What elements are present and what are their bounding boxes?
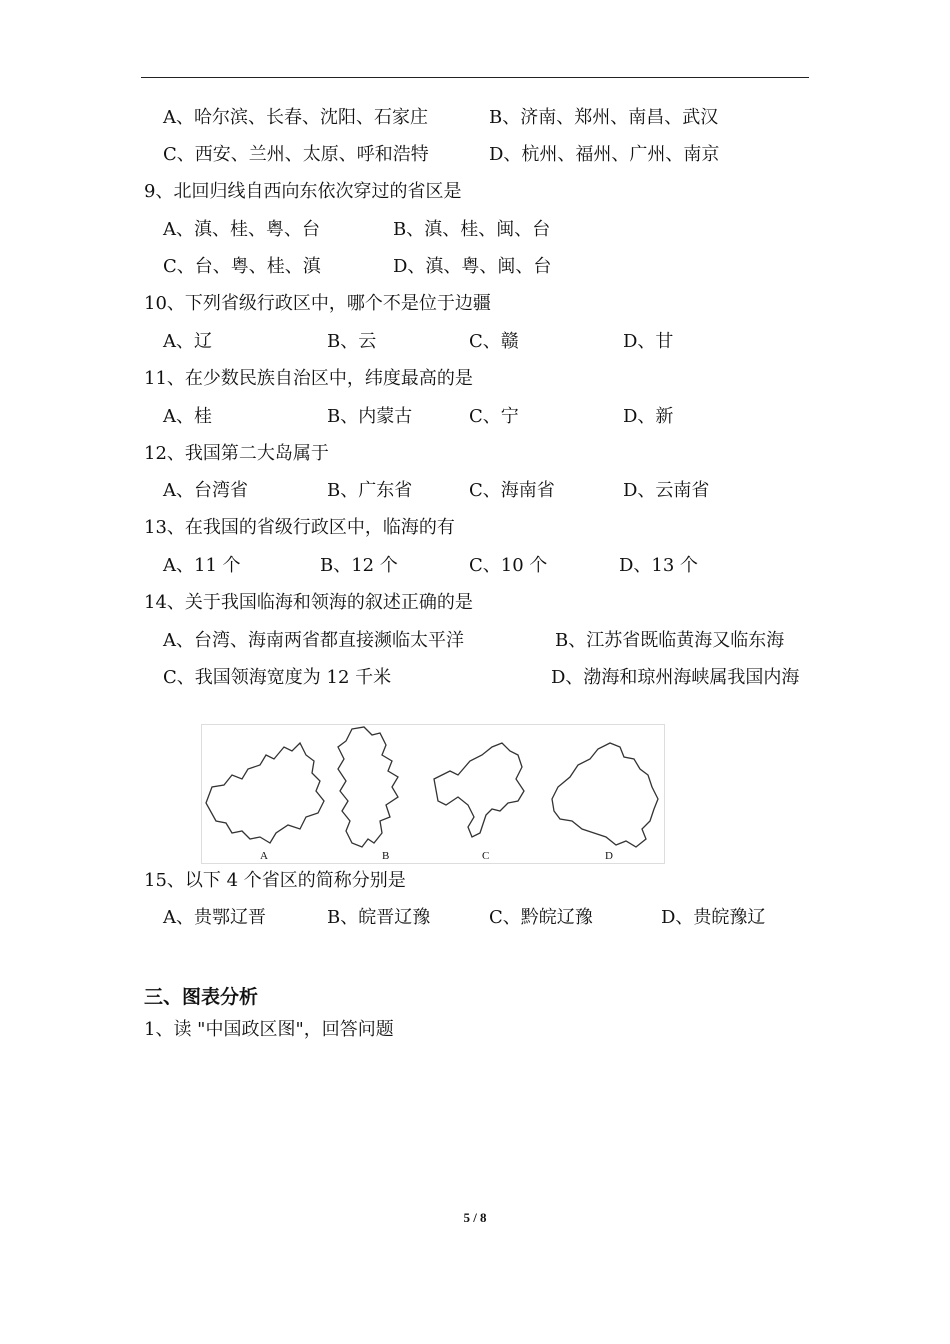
- q14-option-c: C、我国领海宽度为 12 千米: [163, 667, 392, 688]
- province-outline-c: [434, 743, 524, 837]
- q13-option-b: B、12 个: [320, 555, 398, 576]
- q9-option-c: C、台、粤、桂、滇: [163, 256, 321, 277]
- q8-option-a: A、哈尔滨、长春、沈阳、石家庄: [163, 107, 428, 128]
- province-outlines-figure: [201, 724, 665, 864]
- q10-option-a: A、辽: [163, 331, 212, 352]
- q13-option-d: D、13 个: [619, 555, 699, 576]
- q15-question: 15、以下 4 个省区的简称分别是: [144, 870, 406, 891]
- q15-option-c: C、黔皖辽豫: [489, 907, 593, 928]
- q12-option-a: A、台湾省: [163, 480, 248, 501]
- q11-option-a: A、桂: [163, 406, 212, 427]
- q10-option-c: C、赣: [469, 331, 519, 352]
- q15-option-d: D、贵皖豫辽: [661, 907, 766, 928]
- figure-label-a: A: [260, 850, 268, 862]
- q11-option-c: C、宁: [469, 406, 519, 427]
- header-rule: [141, 77, 809, 78]
- q14-question: 14、关于我国临海和领海的叙述正确的是: [144, 592, 473, 613]
- q13-option-c: C、10 个: [469, 555, 548, 576]
- q12-option-c: C、海南省: [469, 480, 555, 501]
- q12-question: 12、我国第二大岛属于: [144, 443, 329, 464]
- q10-option-d: D、甘: [623, 331, 674, 352]
- q14-option-b: B、江苏省既临黄海又临东海: [555, 630, 785, 651]
- q10-option-b: B、云: [327, 331, 377, 352]
- q14-option-a: A、台湾、海南两省都直接濒临太平洋: [163, 630, 464, 651]
- section3-item-1: 1、读 "中国政区图"，回答问题: [144, 1019, 394, 1040]
- q8-option-c: C、西安、兰州、太原、呼和浩特: [163, 144, 429, 165]
- q9-question: 9、北回归线自西向东依次穿过的省区是: [144, 181, 462, 202]
- page-number: 5 / 8: [463, 1210, 487, 1225]
- q11-question: 11、在少数民族自治区中，纬度最高的是: [144, 368, 473, 389]
- figure-label-d: D: [605, 850, 613, 862]
- q11-option-d: D、新: [623, 406, 674, 427]
- q13-question: 13、在我国的省级行政区中，临海的有: [144, 517, 455, 538]
- q14-option-d: D、渤海和琼州海峡属我国内海: [551, 667, 800, 688]
- q9-option-b: B、滇、桂、闽、台: [393, 219, 551, 240]
- q8-option-b: B、济南、郑州、南昌、武汉: [489, 107, 719, 128]
- q8-option-d: D、杭州、福州、广州、南京: [489, 144, 720, 165]
- province-outline-b: [338, 727, 398, 847]
- q9-option-d: D、滇、粤、闽、台: [393, 256, 552, 277]
- province-outline-d: [552, 743, 658, 847]
- q13-option-a: A、11 个: [163, 555, 241, 576]
- figure-label-b: B: [382, 850, 390, 862]
- q11-option-b: B、内蒙古: [327, 406, 413, 427]
- q12-option-d: D、云南省: [623, 480, 710, 501]
- figure-label-c: C: [482, 850, 490, 862]
- q9-option-a: A、滇、桂、粤、台: [163, 219, 320, 240]
- section-title: 三、图表分析: [144, 986, 259, 1008]
- q12-option-b: B、广东省: [327, 480, 413, 501]
- province-outline-a: [206, 743, 324, 843]
- q15-option-b: B、皖晋辽豫: [327, 907, 431, 928]
- q15-option-a: A、贵鄂辽晋: [163, 907, 266, 928]
- q10-question: 10、下列省级行政区中，哪个不是位于边疆: [144, 293, 491, 314]
